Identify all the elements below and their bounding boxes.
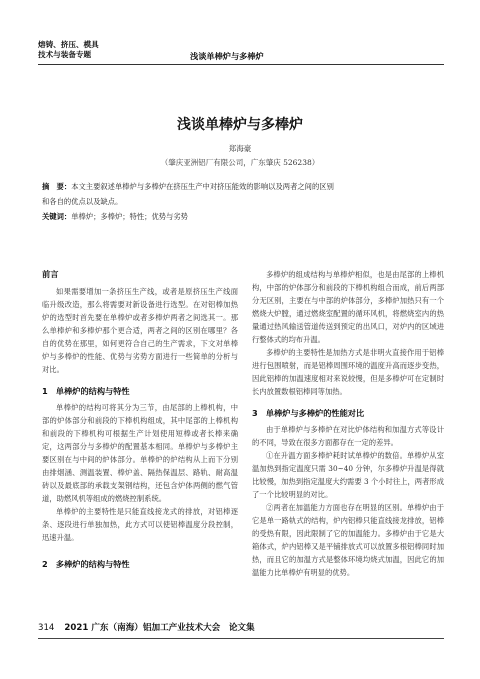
running-header-topic [38,40,158,59]
running-header-topic-line1: 熔铸、挤压、模具 [38,40,99,49]
abstract-text-line1: 本文主要叙述单棒炉与多棒炉在挤压生产中对挤压能效的影响以及两者之间的区别 [71,182,334,191]
section-3-paragraph-3: ②两者在加温能力方面也存在明显的区别。单棒炉由于它是单一路轨式的结构，炉内铝棒只能直线接龙排放，铝棒的受热有限，因此限制了它的加温能力。多棒炉由于它是大箱体式，炉内铝棒又是平铺排放式可以放置多根铝棒同时加热，而且它的加温方式是整体环境均烧式加温，因此它的加温能力比单棒炉有明显的优势。 [252,503,444,577]
article-author: 郑海豪 [228,144,252,153]
section-3-paragraph-1: 由于单棒炉与多棒炉在对比炉体结构和加温方式等设计的不同，导致在很多方面都存在一定的差异。 [252,425,444,447]
article-title: 浅谈单棒炉与多棒炉 [177,117,303,133]
header-divider [38,64,444,65]
foreword-heading: 前言 [42,269,59,279]
footer-divider [38,638,444,639]
abstract-text-line2: 和各自的优点以及缺点。 [42,197,123,206]
running-header-title: 浅谈单棒炉与多棒炉 [190,51,264,61]
page-footer [38,621,255,633]
section-3-paragraph-2: ①在升温方面多棒炉耗时试单棒炉的数倍。单棒炉从室温加热到指定温度只需 30~40 分钟，尔多棒炉升温是得就比较慢，加热到指定温度大约需要 3 个小时往上，两者形成了一个比较明显的对比。 [252,451,444,499]
section-3-heading: 3 单棒炉与多棒炉的性能对比 [252,408,365,418]
abstract [42,181,442,192]
keywords-text: 单棒炉；多棒炉；特性；优势与劣势 [71,212,188,221]
abstract-label: 摘 要： [42,182,72,191]
conference-name: 2021 广东（南海）铝加工产业技术大会 论文集 [64,623,255,633]
article-affiliation: （肇庆亚洲铝厂有限公司，广东肇庆 526238） [160,158,320,167]
running-header-topic-line2: 技术与装备专题 [38,49,92,59]
foreword-paragraph: 如果需要增加一条挤压生产线，或者是原挤压生产线面临升级改造，那么将需要对新设备进行选型。在对铝棒加热炉的选型时首先要在单棒炉或者多棒炉两者之间选其一。那么单棒炉和多棒炉那个更合适，两者之间的区别在哪里？各自的优势在那里，如何更符合自己的生产需求，下文对单棒炉与多棒炉的性能、优势与劣势方面进行一些简单的分析与对比。 [42,287,238,374]
page-number: 314 [38,623,55,633]
keywords-label: 关键词： [42,212,72,221]
section-1-paragraph-1: 单棒炉的结构可将其分为三节，由尾部的上棒机构，中部的炉体部分和前段的下棒机构组成，其中尾部的上棒机构和前段的下棒机构可根据生产计划使用短棒或者长棒来确定，这两部分与多棒炉的配置基本相同。单棒炉与多棒炉主要区别在与中间的炉体部分。单棒炉的炉结构从上而下分别由排烟涵、测温装置、棒炉盖、隔热保温层、路轨、耐高温砖以及最底部的承载支架钢结构，还包含炉体两侧的燃气管道，助燃风机等组成的燃烧控制系统。 [42,403,238,503]
left-column [42,268,238,571]
section-2-heading: 2 多棒炉的结构与特性 [42,559,130,569]
section-1-heading: 1 单棒炉的结构与特性 [42,386,130,396]
abstract-continued [42,196,442,207]
section-2-paragraph-2: 多棒炉的主要特性是加热方式是非明火直接作用于铝棒进行包围喷射，而是铝棒周围环境的温度升高而逐步变热，因此铝棒的加温速度相对来说较慢，但是多棒炉可在定制时长内放置数根铝棒同等加热。 [252,348,444,396]
section-1-paragraph-2: 单棒炉的主要特性是只能直线接龙式的排放，对铝棒逐条、逐段进行单独加热，此方式可以使铝棒温度分段控制，迅速升温。 [42,507,238,542]
keywords [42,212,442,222]
section-2-paragraph-1: 多棒炉的组成结构与单棒炉相似，也是由尾部的上棒机构，中部的炉体部分和前段的下棒机构组合而成，前后两部分无区别，主要在与中部的炉体部分，多棒炉加热只有一个燃烧大炉膛，通过燃烧室配置的循环风机，将燃烧室内的热量通过热风输送管道传送到预定的出风口，对炉内的区域进行整体式的均布升温。 [252,270,444,344]
right-column [252,268,444,579]
